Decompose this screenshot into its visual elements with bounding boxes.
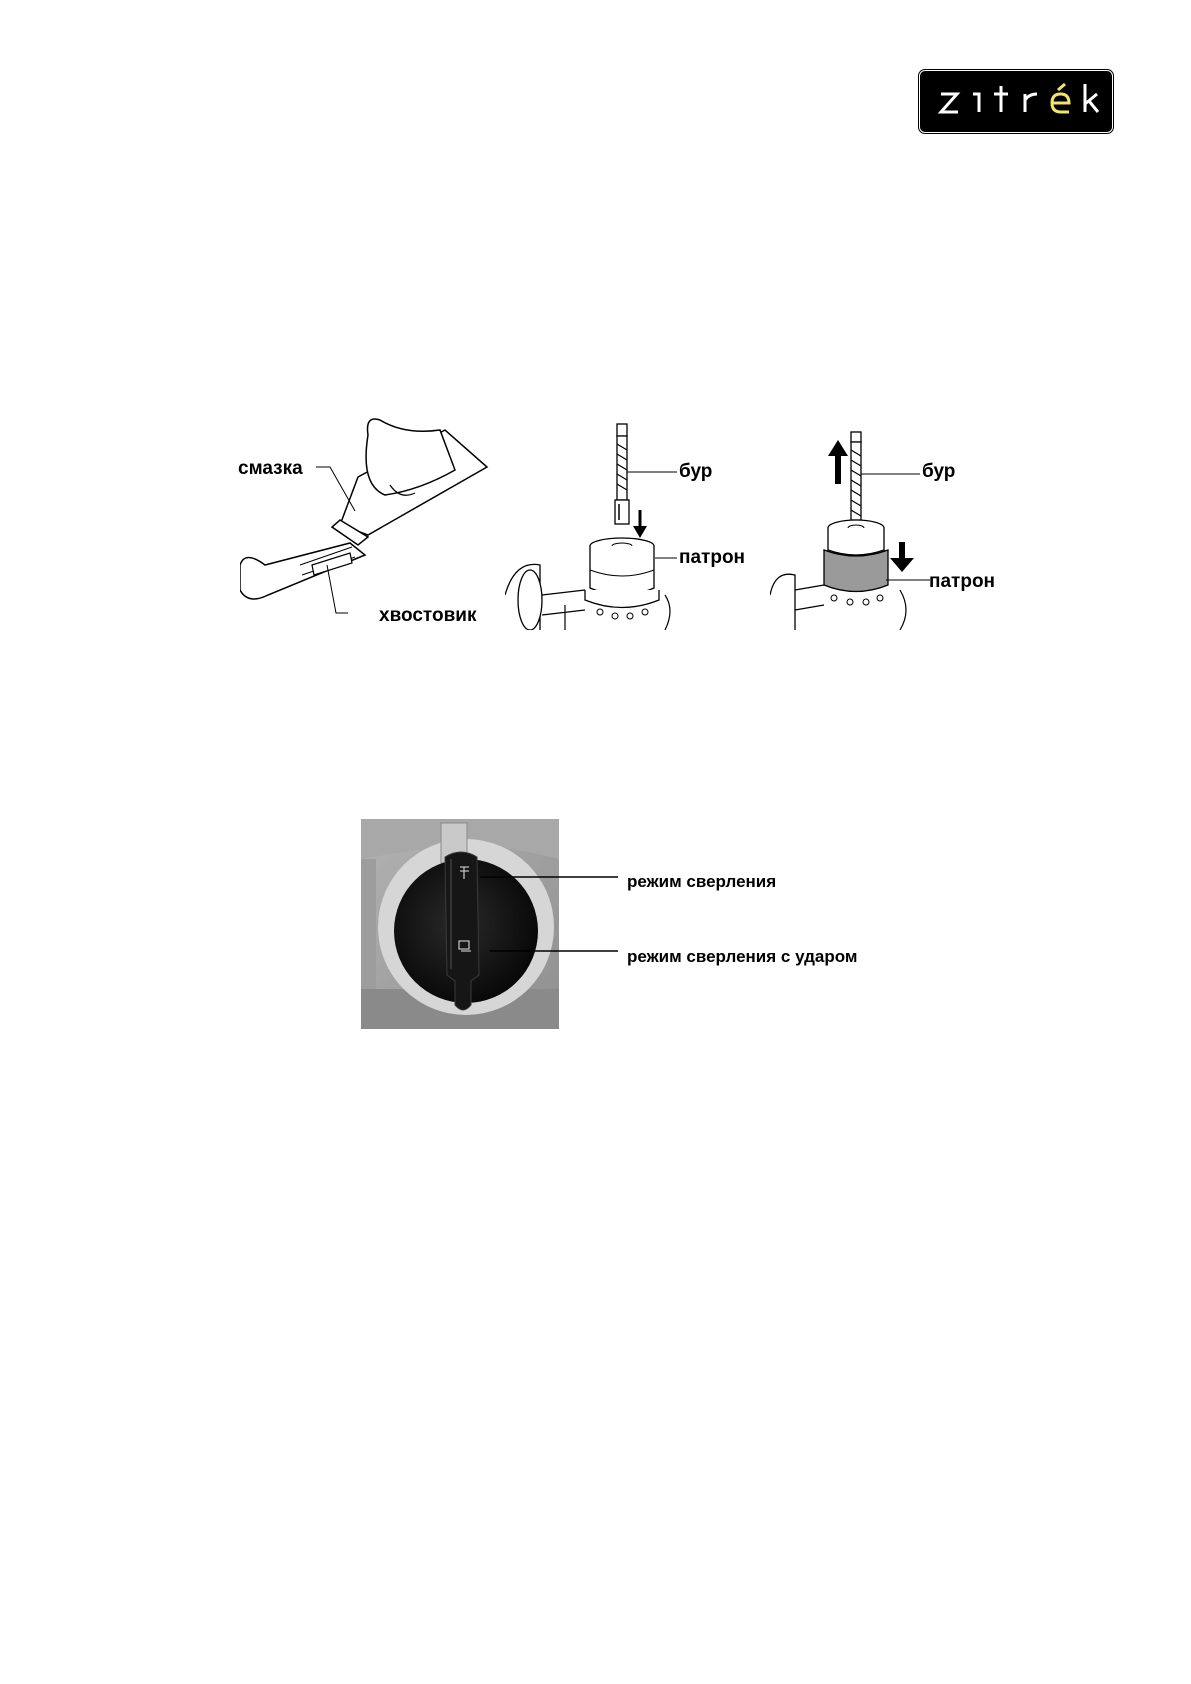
drill-label-b: бур <box>922 461 956 482</box>
brand-logo <box>921 72 1111 131</box>
chuck-label-b: патрон <box>929 571 996 592</box>
hammer-drilling-mode-label: режим сверления с ударом <box>627 947 858 966</box>
drilling-mode-label: режим сверления <box>627 872 777 891</box>
grease-label: смазка <box>238 458 303 479</box>
brand-logo-mark <box>921 72 1111 131</box>
grease-illustration <box>240 415 500 630</box>
mode-leader-lines <box>480 860 620 960</box>
drill-remove-illustration <box>770 420 1000 630</box>
shank-label: хвостовик <box>379 605 477 626</box>
drill-insert-illustration <box>505 420 735 630</box>
drill-label-a: бур <box>679 461 713 482</box>
chuck-label-a: патрон <box>679 547 746 568</box>
